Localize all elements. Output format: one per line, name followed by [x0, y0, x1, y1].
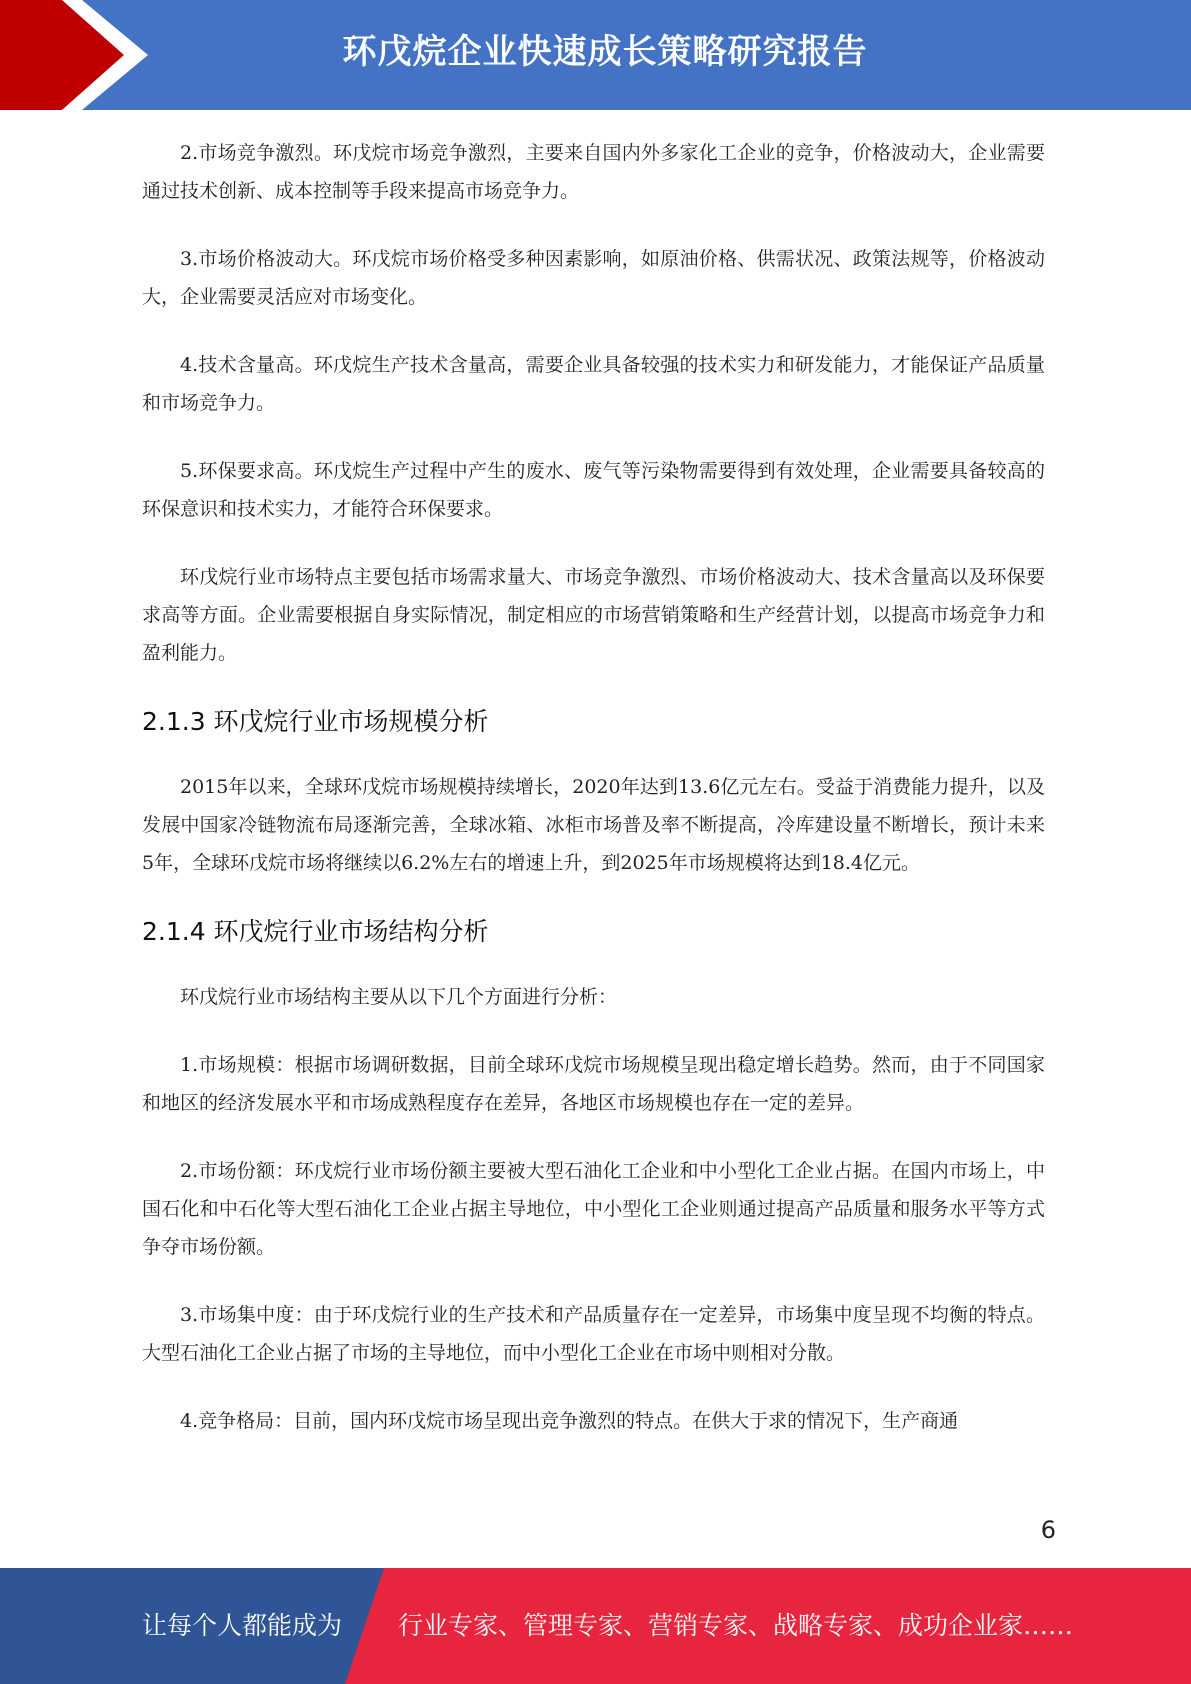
- footer-slogan-right: 行业专家、管理专家、营销专家、战略专家、成功企业家……: [398, 1611, 1074, 1640]
- paragraph: 1.市场规模：根据市场调研数据，目前全球环戊烷市场规模呈现出稳定增长趋势。然而，由于不同国家和地区的经济发展水平和市场成熟程度存在差异，各地区市场规模也存在一定的差异。: [142, 1054, 1045, 1114]
- paragraph: 3.市场价格波动大。环戊烷市场价格受多种因素影响，如原油价格、供需状况、政策法规等，价格波动大，企业需要灵活应对市场变化。: [142, 248, 1045, 308]
- section-heading-market-structure: 2.1.4 环戊烷行业市场结构分析: [142, 917, 489, 946]
- page-footer: [0, 1568, 1191, 1684]
- paragraph: 3.市场集中度：由于环戊烷行业的生产技术和产品质量存在一定差异，市场集中度呈现不均衡的特点。大型石油化工企业占据了市场的主导地位，而中小型化工企业在市场中则相对分散。: [142, 1304, 1045, 1364]
- paragraph: 2.市场竞争激烈。环戊烷市场竞争激烈，主要来自国内外多家化工企业的竞争，价格波动大，企业需要通过技术创新、成本控制等手段来提高市场竞争力。: [142, 142, 1045, 202]
- page-header: [0, 0, 1191, 110]
- paragraph: 环戊烷行业市场结构主要从以下几个方面进行分析：: [180, 986, 618, 1008]
- paragraph: 4.竞争格局：目前，国内环戊烷市场呈现出竞争激烈的特点。在供大于求的情况下，生产商通: [180, 1410, 959, 1432]
- paragraph: 环戊烷行业市场特点主要包括市场需求量大、市场竞争激烈、市场价格波动大、技术含量高以及环保要求高等方面。企业需要根据自身实际情况，制定相应的市场营销策略和生产经营计划，以提高市场竞争力和盈利能力。: [142, 566, 1045, 664]
- footer-slogan-left: 让每个人都能成为: [142, 1611, 343, 1640]
- page-number: 6: [1040, 1516, 1056, 1544]
- paragraph: 2015年以来，全球环戊烷市场规模持续增长，2020年达到13.6亿元左右。受益于消费能力提升，以及发展中国家冷链物流布局逐渐完善，全球冰箱、冰柜市场普及率不断提高，冷库建设量不断增长，预计未来5年，全球环戊烷市场将继续以6.2%左右的增速上升，到2025年市场规模将达到18.4亿元。: [142, 776, 1045, 874]
- paragraph: 5.环保要求高。环戊烷生产过程中产生的废水、废气等污染物需要得到有效处理，企业需要具备较高的环保意识和技术实力，才能符合环保要求。: [142, 460, 1045, 520]
- section-heading-market-size: 2.1.3 环戊烷行业市场规模分析: [142, 707, 489, 736]
- paragraph: 4.技术含量高。环戊烷生产技术含量高，需要企业具备较强的技术实力和研发能力，才能保证产品质量和市场竞争力。: [142, 354, 1045, 414]
- paragraph: 2.市场份额：环戊烷行业市场份额主要被大型石油化工企业和中小型化工企业占据。在国内市场上，中国石化和中石化等大型石油化工企业占据主导地位，中小型化工企业则通过提高产品质量和服务水平等方式争夺市场份额。: [142, 1160, 1045, 1258]
- page-content: [142, 134, 1045, 1470]
- report-title: 环戊烷企业快速成长策略研究报告: [342, 32, 868, 72]
